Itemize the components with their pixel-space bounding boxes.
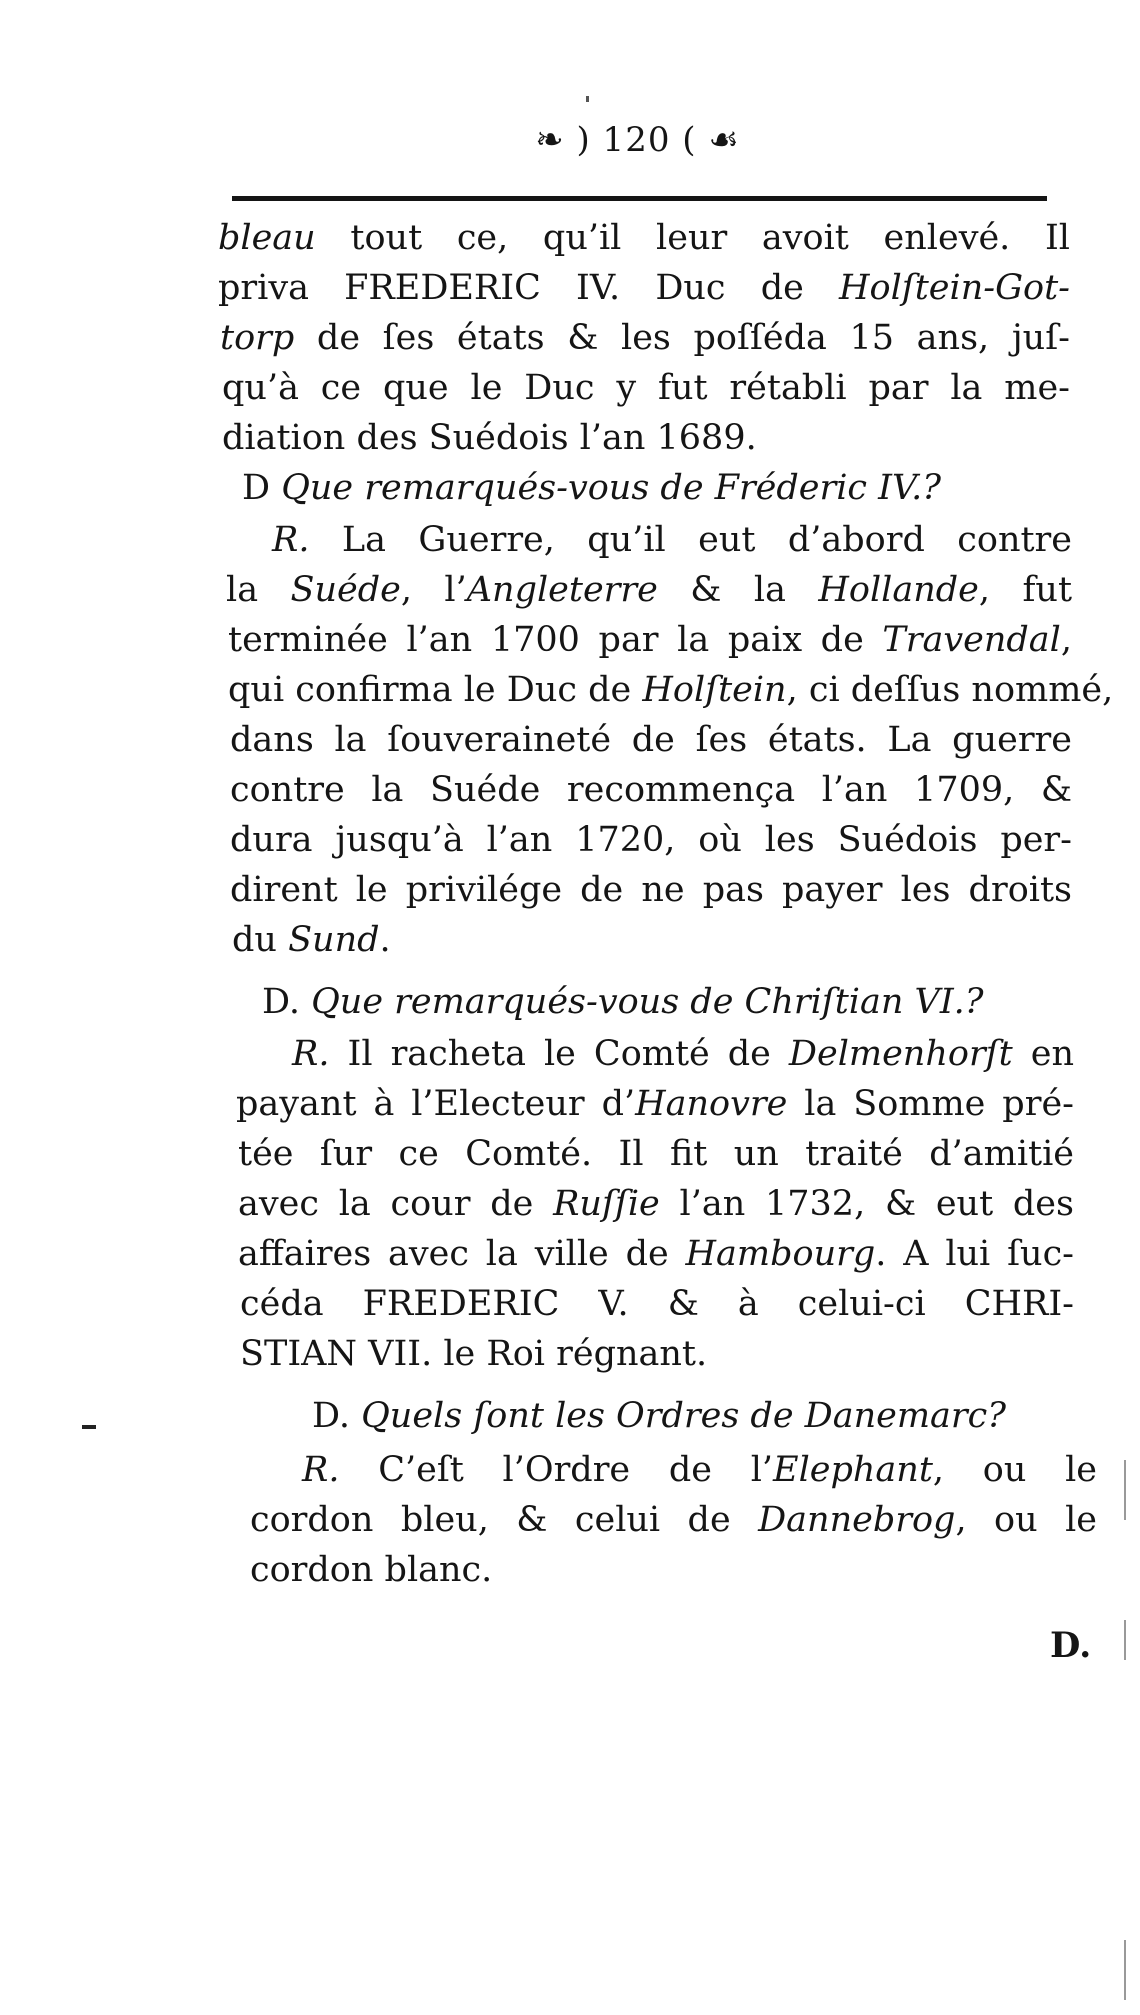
text-span: . A lui ſuc-: [875, 1234, 1074, 1274]
italic-word: Sund: [288, 920, 380, 960]
italic-word: Angleterre: [466, 570, 658, 610]
text-span: La Guerre, qu’il eut d’abord contre: [309, 520, 1072, 560]
italic-word: Hanovre: [635, 1084, 788, 1124]
text-line: [220, 318, 1070, 358]
text-span: l’an 1732, & eut des: [659, 1184, 1074, 1224]
scan-edge-line: [1124, 1460, 1126, 1520]
answer-line: [292, 1034, 1074, 1074]
text-span: cordon bleu, & celui de: [250, 1500, 759, 1540]
italic-word: Delmenhorſt: [788, 1034, 1013, 1074]
italic-word: Hambourg: [685, 1234, 876, 1274]
page-header: ❧ ) 120 ( ☙: [535, 120, 740, 160]
text-line: [238, 1184, 1074, 1224]
italic-word: Holſtein: [642, 670, 787, 710]
italic-question: Quels ſont les Ordres de Danemarc?: [361, 1396, 1006, 1436]
italic-word: Dannebrog: [758, 1500, 956, 1540]
text-span: , fut: [978, 570, 1073, 610]
text-line: [218, 218, 1070, 258]
italic-word: bleau: [218, 218, 316, 258]
scan-edge-line: [1124, 1940, 1126, 2000]
header-rule: [232, 196, 1047, 201]
margin-dash: [82, 1425, 96, 1429]
text-span: priva FREDERIC IV. Duc de: [218, 268, 839, 308]
italic-word: R.: [272, 520, 310, 560]
text-line: [228, 670, 1114, 710]
text-line: dirent le privilége de ne pas payer les droits: [230, 870, 1072, 910]
italic-word: torp: [220, 318, 295, 358]
text-line: [232, 920, 1072, 960]
question-line: [242, 468, 1062, 508]
text-span: .: [379, 920, 391, 960]
text-span: , ou le: [932, 1450, 1098, 1490]
text-line: contre la Suéde recommença l’an 1709, &: [230, 770, 1072, 810]
question-line: [312, 1396, 1072, 1436]
text-span: , ou le: [955, 1500, 1097, 1540]
answer-line: [302, 1450, 1097, 1490]
text-line: cordon blanc.: [250, 1550, 493, 1590]
text-line: [228, 620, 1072, 660]
text-span: de ſes états & les poſſéda 15 ans, juſ-: [294, 318, 1070, 358]
text-span: D.: [262, 982, 312, 1022]
text-span: du: [232, 920, 289, 960]
text-span: C’eſt l’Ordre de l’: [339, 1450, 774, 1490]
text-span: D.: [312, 1396, 362, 1436]
text-span: payant à l’Electeur d’: [236, 1084, 636, 1124]
italic-question: Que remarqués-vous de Fréderic IV.?: [281, 468, 942, 508]
italic-word: Hollande: [818, 570, 979, 610]
text-span: Il racheta le Comté de: [329, 1034, 789, 1074]
italic-word: Ruſſie: [553, 1184, 660, 1224]
text-span: & la: [657, 570, 819, 610]
italic-word: Holſtein-Got-: [838, 268, 1070, 308]
text-line: diation des Suédois l’an 1689.: [222, 418, 757, 458]
text-span: affaires avec la ville de: [238, 1234, 686, 1274]
text-span: , l’: [400, 570, 467, 610]
text-line: [218, 268, 1070, 308]
italic-word: R.: [302, 1450, 340, 1490]
scan-speck: [586, 96, 589, 102]
text-span: ,: [1060, 620, 1072, 660]
scan-edge-line: [1124, 1620, 1126, 1660]
text-line: céda FREDERIC V. & à celui-ci CHRI-: [240, 1284, 1074, 1324]
italic-word: Elephant: [773, 1450, 933, 1490]
italic-word: Suéde: [290, 570, 401, 610]
text-line: dans la ſouveraineté de ſes états. La guerre: [230, 720, 1072, 760]
text-line: [226, 570, 1072, 610]
text-line: [250, 1500, 1097, 1540]
text-line: tée ſur ce Comté. Il fit un traité d’amitié: [238, 1134, 1074, 1174]
text-line: [236, 1084, 1074, 1124]
italic-question: Que remarqués-vous de Chriſtian VI.?: [311, 982, 984, 1022]
text-span: la Somme pré-: [787, 1084, 1074, 1124]
text-span: la: [226, 570, 291, 610]
catchword: D.: [1050, 1625, 1092, 1666]
text-line: qu’à ce que le Duc y fut rétabli par la me-: [222, 368, 1070, 408]
text-span: avec la cour de: [238, 1184, 554, 1224]
italic-word: R.: [292, 1034, 330, 1074]
text-span: tout ce, qu’il leur avoit enlevé. Il: [315, 218, 1070, 258]
text-span: terminée l’an 1700 par la paix de: [228, 620, 883, 660]
text-line: STIAN VII. le Roi régnant.: [240, 1334, 708, 1374]
text-span: , ci deſſus nommé,: [786, 670, 1114, 710]
text-line: [238, 1234, 1074, 1274]
text-line: dura jusqu’à l’an 1720, où les Suédois per-: [230, 820, 1072, 860]
answer-line: [272, 520, 1072, 560]
text-span: D: [242, 468, 282, 508]
question-line: [262, 982, 1062, 1022]
text-span: qui confirma le Duc de: [228, 670, 643, 710]
text-span: en: [1012, 1034, 1074, 1074]
italic-word: Travendal: [882, 620, 1061, 660]
